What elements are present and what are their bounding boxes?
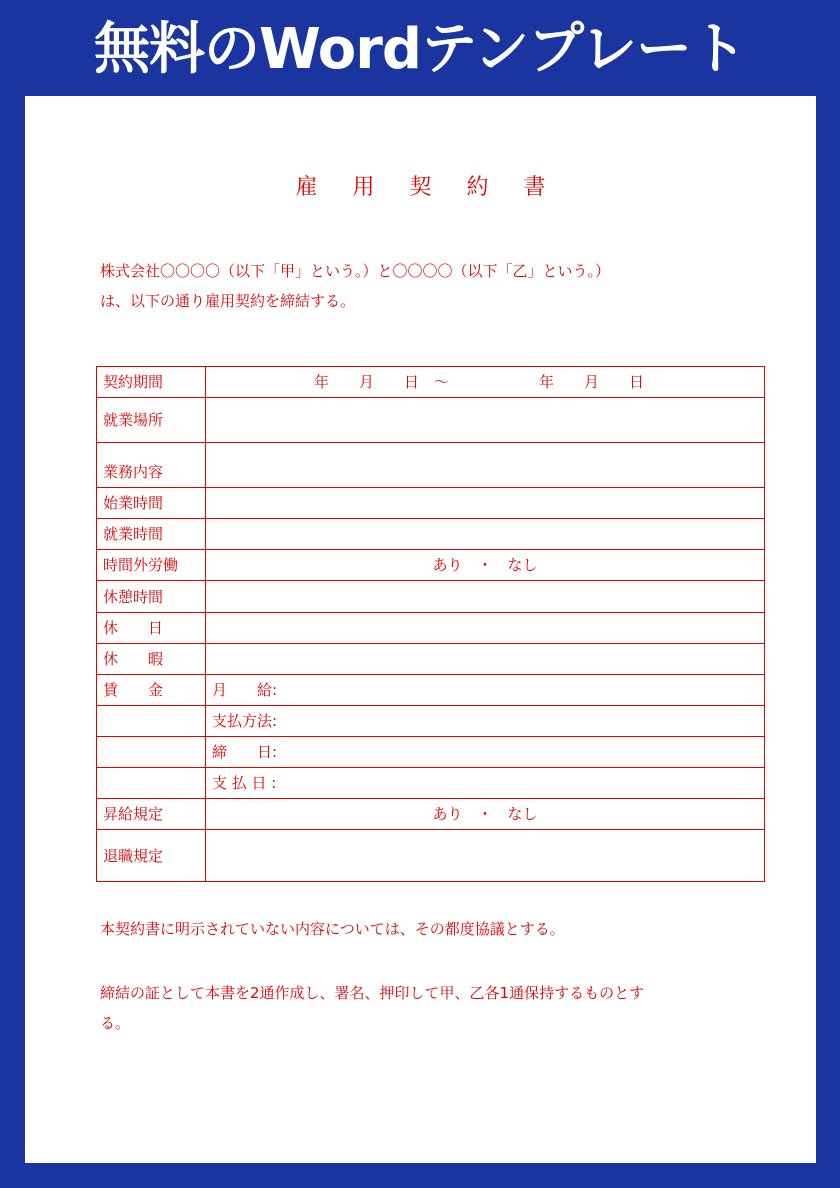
table-row bbox=[97, 443, 765, 488]
overtime-label: 時間外労働 bbox=[97, 550, 206, 581]
table-row bbox=[97, 488, 765, 519]
footer-note: 本契約書に明示されていない内容については、その都度協議とする。 bbox=[100, 920, 565, 938]
wage-label-empty bbox=[97, 737, 206, 768]
table-row bbox=[97, 398, 765, 443]
closing-line-1: 締結の証として本書を2通作成し、署名、押印して甲、乙各1通保持するものとす bbox=[100, 984, 645, 1002]
retirement-label: 退職規定 bbox=[97, 830, 206, 882]
job-description-label: 業務内容 bbox=[97, 443, 206, 488]
table-row bbox=[97, 799, 765, 830]
work-location-label: 就業場所 bbox=[97, 398, 206, 443]
raise-label: 昇給規定 bbox=[97, 799, 206, 830]
intro-line-1: 株式会社〇〇〇〇（以下「甲」という。）と〇〇〇〇（以下「乙」という。） bbox=[100, 262, 611, 280]
table-row bbox=[97, 581, 765, 613]
wage-label-empty bbox=[97, 768, 206, 799]
holidays-label: 休 日 bbox=[97, 613, 206, 644]
table-row bbox=[97, 706, 765, 737]
contract-table bbox=[96, 366, 765, 882]
table-row bbox=[97, 550, 765, 581]
wage-label: 賃 金 bbox=[97, 675, 206, 706]
table-row bbox=[97, 675, 765, 706]
contract-period-label: 契約期間 bbox=[97, 367, 206, 398]
holidays-value bbox=[205, 613, 764, 644]
table-row bbox=[97, 367, 765, 398]
start-time-label: 始業時間 bbox=[97, 488, 206, 519]
overtime-value: あり ・ なし bbox=[205, 550, 764, 581]
intro-paragraph bbox=[100, 256, 760, 316]
pay-day-field: 支 払 日 : bbox=[205, 768, 764, 799]
intro-line-2: は、以下の通り雇用契約を締結する。 bbox=[100, 292, 356, 310]
table-row bbox=[97, 613, 765, 644]
table-row bbox=[97, 644, 765, 675]
vacation-value bbox=[205, 644, 764, 675]
banner bbox=[0, 0, 840, 96]
break-time-value bbox=[205, 581, 764, 613]
retirement-value bbox=[205, 830, 764, 882]
document-page bbox=[25, 96, 816, 1163]
break-time-label: 休憩時間 bbox=[97, 581, 206, 613]
table-row bbox=[97, 768, 765, 799]
vacation-label: 休 暇 bbox=[97, 644, 206, 675]
closing-day-field: 締 日: bbox=[205, 737, 764, 768]
document-title: 雇 用 契 約 書 bbox=[295, 175, 560, 200]
banner-title: 無料のWordテンプレート bbox=[94, 17, 746, 82]
closing-paragraph bbox=[100, 978, 760, 1038]
start-time-value bbox=[205, 488, 764, 519]
end-time-value bbox=[205, 519, 764, 550]
monthly-pay-field: 月 給: bbox=[205, 675, 764, 706]
closing-line-2: る。 bbox=[100, 1014, 131, 1032]
job-description-value bbox=[205, 443, 764, 488]
payment-method-field: 支払方法: bbox=[205, 706, 764, 737]
table-row bbox=[97, 737, 765, 768]
wage-label-empty bbox=[97, 706, 206, 737]
contract-period-value: 年 月 日 〜 年 月 日 bbox=[205, 367, 764, 398]
table-row bbox=[97, 519, 765, 550]
work-location-value bbox=[205, 398, 764, 443]
raise-value: あり ・ なし bbox=[205, 799, 764, 830]
end-time-label: 就業時間 bbox=[97, 519, 206, 550]
table-row bbox=[97, 830, 765, 882]
